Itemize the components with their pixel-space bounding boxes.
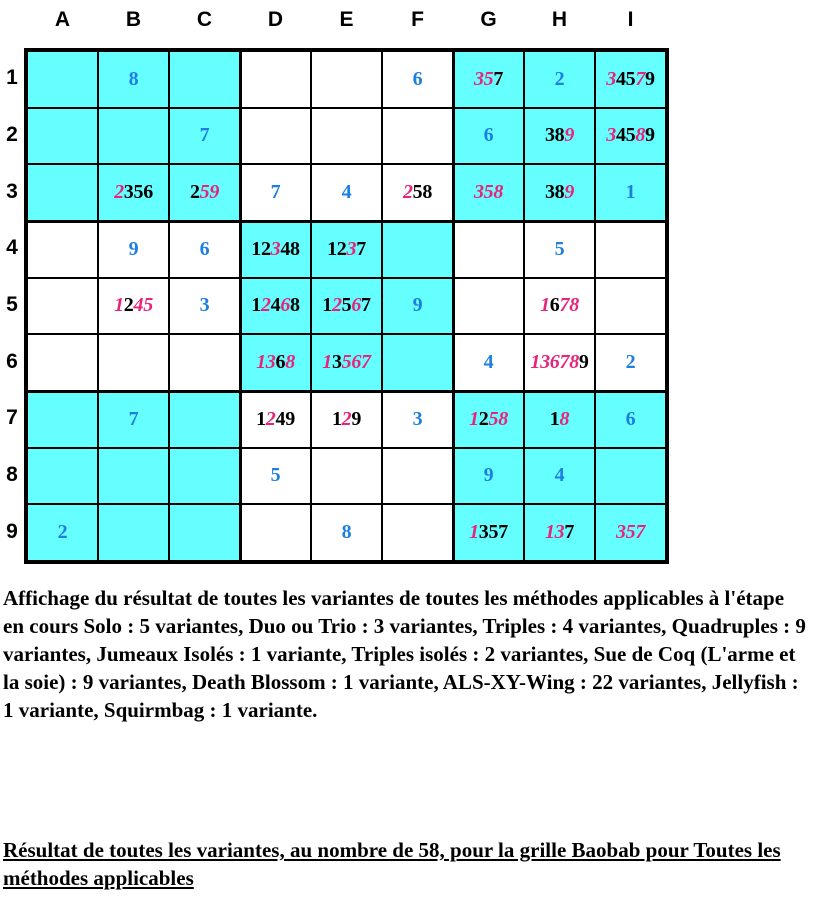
given-digit: 1	[625, 181, 636, 204]
cell-e1[interactable]	[311, 51, 382, 108]
cell-i4[interactable]	[595, 221, 666, 278]
cell-a6[interactable]	[27, 334, 98, 391]
result-heading: Résultat de toutes les variantes, au nombre de 58, pour la grille Baobab pour Toutes les méthodes applicables	[3, 838, 781, 890]
box-separator-horizontal	[27, 390, 666, 393]
cell-f6[interactable]	[382, 334, 453, 391]
candidate-highlight: 9	[564, 124, 575, 147]
cell-a8[interactable]	[27, 448, 98, 505]
cell-b7[interactable]	[98, 391, 169, 448]
candidate: 7	[361, 294, 371, 317]
cell-b9[interactable]	[98, 504, 169, 561]
cell-c1[interactable]	[169, 51, 240, 108]
candidate-highlight: 5	[483, 67, 494, 90]
given-digit: 9	[412, 294, 423, 317]
cell-f2[interactable]	[382, 108, 453, 165]
given-digit: 4	[483, 351, 494, 374]
cell-c6[interactable]	[169, 334, 240, 391]
candidate: 2	[123, 294, 134, 317]
cell-i6[interactable]	[595, 334, 666, 391]
candidate-highlight: 3	[606, 67, 616, 90]
candidate: 8	[554, 181, 565, 204]
cell-b2[interactable]	[98, 108, 169, 165]
cell-g6[interactable]	[453, 334, 524, 391]
candidate: 7	[498, 521, 508, 544]
candidate-highlight: 6	[351, 294, 362, 317]
given-digit: 7	[128, 407, 139, 430]
cell-c3[interactable]	[169, 164, 240, 221]
given-digit: 9	[128, 237, 139, 260]
candidate: 4	[270, 294, 281, 317]
given-digit: 5	[554, 237, 565, 260]
cell-i8[interactable]	[595, 448, 666, 505]
cell-g1[interactable]	[453, 51, 524, 108]
candidate: 3	[544, 124, 555, 147]
candidate-highlight: 3	[606, 124, 616, 147]
given-digit: 7	[270, 181, 281, 204]
cell-h7[interactable]	[524, 391, 595, 448]
row-header-6: 6	[6, 349, 18, 373]
cell-d7[interactable]	[240, 391, 311, 448]
candidate: 3	[544, 181, 555, 204]
cell-g3[interactable]	[453, 164, 524, 221]
cell-i5[interactable]	[595, 278, 666, 335]
cell-h1[interactable]	[524, 51, 595, 108]
row-header-3: 3	[6, 179, 18, 203]
candidate: 2	[336, 237, 347, 260]
cell-e6[interactable]	[311, 334, 382, 391]
cell-c2[interactable]	[169, 108, 240, 165]
column-header-g: G	[480, 8, 497, 31]
given-digit: 2	[57, 521, 68, 544]
candidate: 8	[290, 237, 300, 260]
cell-e8[interactable]	[311, 448, 382, 505]
cell-a2[interactable]	[27, 108, 98, 165]
candidate: 5	[133, 181, 144, 204]
column-header-e: E	[339, 8, 354, 31]
cell-i7[interactable]	[595, 391, 666, 448]
candidate: 1	[327, 237, 337, 260]
candidate: 8	[422, 181, 433, 204]
candidate: 3	[123, 181, 134, 204]
cell-d6[interactable]	[240, 334, 311, 391]
candidate-highlight: 3	[473, 181, 484, 204]
given-digit: 6	[199, 237, 210, 260]
column-header-b: B	[125, 8, 142, 31]
candidate-highlight: 8	[285, 351, 295, 374]
cell-b5[interactable]	[98, 278, 169, 335]
cell-d1[interactable]	[240, 51, 311, 108]
column-header-h: H	[551, 8, 568, 31]
candidate: 9	[578, 351, 589, 374]
cell-h3[interactable]	[524, 164, 595, 221]
column-header-i: I	[627, 8, 634, 31]
candidate-highlight: 5	[143, 294, 153, 317]
candidate: 9	[645, 67, 655, 90]
cell-h4[interactable]	[524, 221, 595, 278]
candidate-highlight: 1	[530, 351, 541, 374]
candidate-highlight: 3	[265, 351, 276, 374]
given-digit: 9	[483, 464, 494, 487]
candidate: 7	[356, 237, 366, 260]
candidate: 1	[331, 407, 342, 430]
candidate-highlight: 9	[209, 181, 220, 204]
candidate-highlight: 7	[559, 351, 570, 374]
candidate-highlight: 5	[199, 181, 210, 204]
column-header-a: A	[54, 8, 71, 31]
cell-i1[interactable]	[595, 51, 666, 108]
cell-b4[interactable]	[98, 221, 169, 278]
cell-a7[interactable]	[27, 391, 98, 448]
cell-b1[interactable]	[98, 51, 169, 108]
cell-e2[interactable]	[311, 108, 382, 165]
cell-d3[interactable]	[240, 164, 311, 221]
candidate: 8	[554, 124, 565, 147]
cell-f1[interactable]	[382, 51, 453, 108]
candidate-highlight: 1	[322, 351, 332, 374]
candidate: 8	[290, 294, 300, 317]
candidate: 3	[478, 521, 489, 544]
candidate: 2	[478, 407, 489, 430]
cell-g8[interactable]	[453, 448, 524, 505]
candidate: 9	[285, 407, 295, 430]
cell-f7[interactable]	[382, 391, 453, 448]
candidate: 5	[625, 67, 636, 90]
cell-g4[interactable]	[453, 221, 524, 278]
box-separator-vertical	[239, 51, 242, 561]
candidate: 3	[331, 351, 342, 374]
candidate-highlight: 3	[346, 237, 357, 260]
candidate: 1	[251, 237, 261, 260]
given-digit: 6	[412, 67, 423, 90]
cell-a3[interactable]	[27, 164, 98, 221]
cell-c9[interactable]	[169, 504, 240, 561]
given-digit: 2	[625, 351, 636, 374]
given-digit: 4	[341, 181, 352, 204]
given-digit: 5	[270, 464, 281, 487]
cell-g9[interactable]	[453, 504, 524, 561]
cell-b3[interactable]	[98, 164, 169, 221]
cell-f5[interactable]	[382, 278, 453, 335]
cell-e9[interactable]	[311, 504, 382, 561]
candidate: 2	[260, 237, 271, 260]
candidate: 9	[351, 407, 362, 430]
column-header-f: F	[411, 8, 424, 31]
given-digit: 6	[483, 124, 494, 147]
candidate: 6	[143, 181, 153, 204]
candidate-highlight: 8	[559, 407, 570, 430]
row-header-8: 8	[6, 463, 18, 486]
candidate-highlight: 1	[469, 521, 479, 544]
candidate-highlight: 8	[493, 181, 504, 204]
cell-f4[interactable]	[382, 221, 453, 278]
candidate-highlight: 4	[133, 294, 144, 317]
candidate: 1	[322, 294, 332, 317]
given-digit: 3	[199, 294, 210, 317]
candidate: 6	[549, 294, 560, 317]
cell-f3[interactable]	[382, 164, 453, 221]
cell-g7[interactable]	[453, 391, 524, 448]
candidate: 4	[280, 237, 291, 260]
cell-a4[interactable]	[27, 221, 98, 278]
candidate-highlight: 7	[635, 521, 646, 544]
cell-e5[interactable]	[311, 278, 382, 335]
candidate: 2	[189, 181, 200, 204]
given-digit: 8	[128, 67, 139, 90]
cell-g5[interactable]	[453, 278, 524, 335]
sudoku-grid	[24, 48, 669, 564]
candidate-highlight: 1	[544, 521, 555, 544]
row-header-2: 2	[6, 123, 18, 146]
cell-a1[interactable]	[27, 51, 98, 108]
cell-h2[interactable]	[524, 108, 595, 165]
cell-i2[interactable]	[595, 108, 666, 165]
cell-c8[interactable]	[169, 448, 240, 505]
cell-h9[interactable]	[524, 504, 595, 561]
candidate-highlight: 6	[549, 351, 560, 374]
candidate-highlight: 3	[615, 521, 626, 544]
cell-f9[interactable]	[382, 504, 453, 561]
candidate: 4	[615, 124, 626, 147]
candidate: 4	[275, 407, 286, 430]
candidate-highlight: 6	[351, 351, 362, 374]
candidate-highlight: 8	[635, 124, 646, 147]
column-headers	[0, 0, 815, 40]
candidate-highlight: 7	[559, 294, 570, 317]
candidate-highlight: 8	[569, 294, 579, 317]
candidate-highlight: 9	[564, 181, 575, 204]
candidate: 5	[625, 124, 636, 147]
candidate-highlight: 7	[361, 351, 371, 374]
row-header-7: 7	[6, 406, 18, 430]
candidate: 6	[275, 351, 286, 374]
candidate: 7	[493, 67, 504, 90]
candidate-highlight: 5	[488, 407, 499, 430]
cell-h6[interactable]	[524, 334, 595, 391]
candidate-highlight: 3	[270, 237, 281, 260]
candidate-highlight: 2	[331, 294, 342, 317]
candidate-highlight: 3	[540, 351, 550, 374]
given-digit: 4	[554, 464, 565, 487]
candidate-highlight: 3	[473, 67, 484, 90]
given-digit: 3	[412, 407, 423, 430]
cell-d2[interactable]	[240, 108, 311, 165]
cell-a9[interactable]	[27, 504, 98, 561]
candidate-highlight: 2	[265, 407, 276, 430]
column-header-c: C	[196, 8, 213, 31]
cell-e3[interactable]	[311, 164, 382, 221]
candidate-highlight: 2	[260, 294, 271, 317]
cell-i3[interactable]	[595, 164, 666, 221]
candidate: 1	[549, 407, 560, 430]
candidate-highlight: 1	[256, 351, 266, 374]
cell-b8[interactable]	[98, 448, 169, 505]
candidate-highlight: 5	[341, 351, 352, 374]
given-digit: 7	[199, 124, 210, 147]
candidate-highlight: 1	[540, 294, 550, 317]
candidate: 7	[564, 521, 575, 544]
cell-d8[interactable]	[240, 448, 311, 505]
candidate: 5	[341, 294, 352, 317]
given-digit: 8	[341, 521, 352, 544]
column-header-d: D	[267, 8, 284, 31]
cell-h8[interactable]	[524, 448, 595, 505]
cell-h5[interactable]	[524, 278, 595, 335]
candidate-highlight: 2	[114, 181, 124, 204]
row-header-9: 9	[6, 519, 18, 543]
candidate-highlight: 8	[569, 351, 579, 374]
given-digit: 6	[625, 407, 636, 430]
candidate: 5	[412, 181, 423, 204]
cell-b6[interactable]	[98, 334, 169, 391]
candidate-highlight: 1	[469, 407, 479, 430]
candidate-highlight: 2	[341, 407, 352, 430]
candidate-highlight: 1	[114, 294, 124, 317]
cell-d9[interactable]	[240, 504, 311, 561]
cell-c4[interactable]	[169, 221, 240, 278]
cell-i9[interactable]	[595, 504, 666, 561]
cell-f8[interactable]	[382, 448, 453, 505]
given-digit: 2	[554, 67, 565, 90]
cell-c7[interactable]	[169, 391, 240, 448]
candidate-highlight: 8	[498, 407, 508, 430]
cell-d4[interactable]	[240, 221, 311, 278]
row-header-1: 1	[6, 66, 18, 90]
cell-d5[interactable]	[240, 278, 311, 335]
cell-g2[interactable]	[453, 108, 524, 165]
cell-a5[interactable]	[27, 278, 98, 335]
methods-summary: Affichage du résultat de toutes les variantes de toutes les méthodes applicables à l'étape en cours Solo : 5 variantes, Duo ou Trio : 3 variantes, Triples : 4 variantes, Quadruples : 9 variantes, Jumeaux Isolés : 1 variante, Triples isolés : 2 variantes, Sue de Coq (L'arme et la soie) : 9 variantes, Death Blossom : 1 variante, ALS-XY-Wing : 22 variantes, Jellyfish : 1 variante, Squirmbag : 1 variante.	[3, 586, 806, 722]
candidate: 4	[615, 67, 626, 90]
candidate: 1	[251, 294, 261, 317]
candidate-highlight: 5	[625, 521, 636, 544]
candidate-highlight: 2	[402, 181, 413, 204]
cell-c5[interactable]	[169, 278, 240, 335]
row-header-4: 4	[6, 236, 18, 260]
box-separator-horizontal	[27, 220, 666, 223]
candidate-highlight: 5	[483, 181, 494, 204]
cell-e7[interactable]	[311, 391, 382, 448]
row-headers	[0, 48, 24, 564]
candidate: 5	[488, 521, 499, 544]
cell-e4[interactable]	[311, 221, 382, 278]
candidate-highlight: 3	[554, 521, 565, 544]
box-separator-vertical	[452, 51, 455, 561]
candidate: 1	[256, 407, 266, 430]
candidate: 9	[645, 124, 655, 147]
row-header-5: 5	[6, 293, 18, 316]
candidate-highlight: 6	[280, 294, 291, 317]
candidate-highlight: 7	[635, 67, 646, 90]
